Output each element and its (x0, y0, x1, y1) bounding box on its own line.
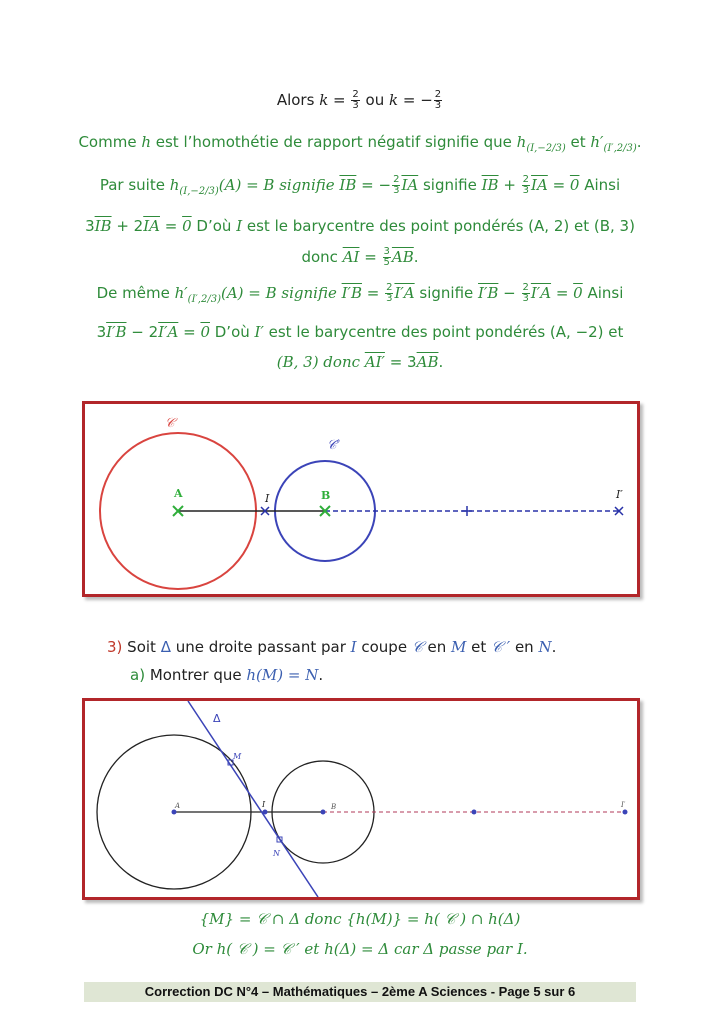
point-midpoint-marker (462, 506, 472, 516)
eq-sign-7: = (178, 323, 201, 341)
question-3a (130, 666, 323, 684)
coef-3: 3 (85, 217, 95, 235)
symbol-delta: Δ (160, 638, 171, 656)
subscript-4: (I′,2/3) (187, 294, 221, 305)
vector-ib: $\overline{IB}$ (339, 176, 357, 194)
equation-line-2 (0, 133, 720, 154)
period-2: . (413, 248, 419, 266)
plus-sign: + (498, 176, 521, 194)
minus-sign: − (498, 284, 521, 302)
vector-ia-2: $\overline{IA}$ (531, 176, 548, 194)
text-ainsi: Ainsi (579, 176, 621, 194)
equation-line-1 (0, 90, 720, 111)
label-m: M (233, 752, 242, 761)
text-de-meme: De même (96, 284, 175, 302)
var-k: k (319, 91, 329, 109)
plus-2: + 2 (111, 217, 144, 235)
vector-ipb-2: I′B (478, 284, 499, 302)
text-montrer: Montrer que (145, 666, 247, 684)
var-h-prime: h′ (590, 133, 604, 151)
period-qa: . (318, 666, 324, 684)
question-number-a: a) (130, 666, 146, 684)
vector-ab-2: $\overline{AB}$ (416, 353, 439, 371)
label-i-prime-2: I′ (621, 801, 626, 809)
vector-ab: $\overline{AB}$ (391, 248, 414, 266)
eq-sign-3: = (159, 217, 183, 235)
label-b: B (321, 489, 331, 502)
symbol-c: 𝒞 (411, 638, 423, 656)
var-i-q3: I (350, 638, 357, 656)
point-a-dot (172, 810, 177, 815)
text-barycentre: est le barycentre des point pondérés (A, 2) et (B, 3) (242, 217, 635, 235)
eq-minus-2: = − (356, 176, 392, 194)
vector-ipa-2: I′A (530, 284, 552, 302)
text-donc: donc (301, 248, 343, 266)
fraction-c: $\frac{2}{3}$ (386, 282, 393, 304)
label-c-prime: 𝒞′ (327, 438, 340, 453)
eq-sign-2: = (547, 176, 570, 194)
eq-sign-6: = (551, 284, 574, 302)
text-b3-donc: (B, 3) donc (276, 353, 365, 371)
vector-ia-3: $\overline{IA}$ (143, 217, 160, 235)
eq-minus: = − (398, 91, 433, 109)
vector-zero-4: 0 (200, 323, 210, 341)
point-i-prime-dot (623, 810, 628, 815)
subscript-2: (I′,2/3) (603, 143, 637, 154)
text-par-suite: Par suite (99, 176, 170, 194)
vector-ib-2: $\overline{IB}$ (481, 176, 499, 194)
text-signifie: signifie (418, 176, 482, 194)
vector-aip: AI′ (364, 353, 385, 371)
eq-sign: = (328, 91, 351, 109)
vector-ipb: I′B (341, 284, 362, 302)
label-n: N (273, 849, 280, 858)
minus-2: − 2 (126, 323, 159, 341)
point-i-dot (263, 810, 268, 815)
equation-line-7 (0, 323, 720, 341)
coef-3-b: 3 (96, 323, 107, 341)
label-i: I (265, 492, 270, 505)
vector-zero: 0 (569, 176, 580, 194)
var-h-2: h (516, 133, 527, 151)
page-footer: Correction DC N°4 – Mathématiques – 2ème A Sciences - Page 5 sur 6 (84, 982, 636, 1002)
vector-zero-3: 0 (573, 284, 583, 302)
var-k-2: k (389, 91, 399, 109)
text-ainsi-2: Ainsi (582, 284, 624, 302)
line-delta (188, 701, 318, 897)
period-q3: . (551, 638, 557, 656)
solution-line-1 (0, 910, 720, 928)
var-h: h (141, 133, 151, 151)
period-3: . (438, 353, 444, 371)
eq-sign-5: = (361, 284, 385, 302)
fraction-2-3-b: $\frac{2}{3}$ (434, 89, 442, 111)
text-homothetie: est l’homothétie de rapport négatif signifie que (151, 133, 517, 151)
solution-text-1: {M} = 𝒞 ∩ Δ donc {h(M)} = h( 𝒞 ) ∩ h(Δ) (199, 910, 521, 928)
eq-sign-4: = (359, 248, 382, 266)
period: . (636, 133, 642, 151)
subscript-1: (I,−2/3) (526, 143, 566, 154)
text-soit: Soit (122, 638, 161, 656)
text-comme: Comme (78, 133, 142, 151)
label-c: 𝒞 (165, 416, 175, 431)
text-droite: une droite passant par (170, 638, 351, 656)
var-n: N (538, 638, 552, 656)
text-ou: ou (360, 91, 389, 109)
fraction-d: $\frac{2}{3}$ (522, 282, 529, 304)
equation-line-5 (0, 247, 720, 268)
symbol-c-prime: 𝒞 ′ (491, 638, 511, 656)
fraction-a: $\frac{2}{3}$ (393, 174, 400, 196)
label-a-2: A (175, 802, 181, 810)
question-number-3: 3) (107, 638, 123, 656)
vector-ipb-3: I′B (106, 323, 127, 341)
fraction-3-5: $\frac{3}{5}$ (383, 246, 390, 268)
vector-ipa: I′A (394, 284, 415, 302)
figure-circles-2 (82, 698, 640, 900)
solution-line-2 (0, 940, 720, 958)
text-barycentre-2: est le barycentre des point pondérés (A, −2) et (263, 323, 624, 341)
text-h-a-b: (A) = B signifie (218, 176, 340, 194)
label-i-2: I (262, 800, 266, 809)
vector-zero-2: 0 (182, 217, 192, 235)
text-en: en (422, 638, 452, 656)
text-en-2: en (510, 638, 539, 656)
var-h-prime-2: h′ (174, 284, 188, 302)
question-3 (107, 638, 556, 656)
text-h-a-b-2: (A) = B signifie (220, 284, 342, 302)
text-dou: D’où (191, 217, 237, 235)
figure-1-svg (85, 404, 637, 594)
equation-line-8 (0, 353, 720, 371)
text-signifie-2: signifie (414, 284, 479, 302)
equation-line-6 (0, 283, 720, 305)
vector-ai: $\overline{AI}$ (342, 248, 360, 266)
text-alors: Alors (276, 91, 320, 109)
fraction-b: $\frac{2}{3}$ (522, 174, 530, 196)
subscript-3: (I,−2/3) (179, 186, 219, 197)
point-b-dot (321, 810, 326, 815)
var-i-prime: I′ (254, 323, 264, 341)
label-i-prime: I′ (616, 488, 623, 501)
text-et-2: et (466, 638, 492, 656)
figure-2-svg (85, 701, 637, 897)
var-i: I (236, 217, 243, 235)
var-h-3: h (169, 176, 180, 194)
label-b-2: B (331, 803, 337, 811)
text-coupe: coupe (356, 638, 412, 656)
label-delta: Δ (213, 712, 221, 725)
fraction-2-3: $\frac{2}{3}$ (352, 89, 359, 111)
vector-ia: $\overline{IA}$ (401, 176, 419, 194)
text-et: et (565, 133, 591, 151)
equation-line-3 (0, 175, 720, 197)
text-dou-2: D’où (209, 323, 255, 341)
solution-text-2: Or h( 𝒞 ) = 𝒞 ′ et h(Δ) = Δ car Δ passe par I. (192, 940, 528, 958)
figure-circles-1 (82, 401, 640, 597)
var-m: M (451, 638, 467, 656)
eq-3: = 3 (384, 353, 417, 371)
vector-ipa-3: I′A (158, 323, 179, 341)
expr-h-m-n: h(M) = N (246, 666, 319, 684)
label-a: A (174, 487, 183, 500)
equation-line-4 (0, 217, 720, 235)
vector-ib-3: $\overline{IB}$ (94, 217, 112, 235)
point-mid-dot (472, 810, 477, 815)
